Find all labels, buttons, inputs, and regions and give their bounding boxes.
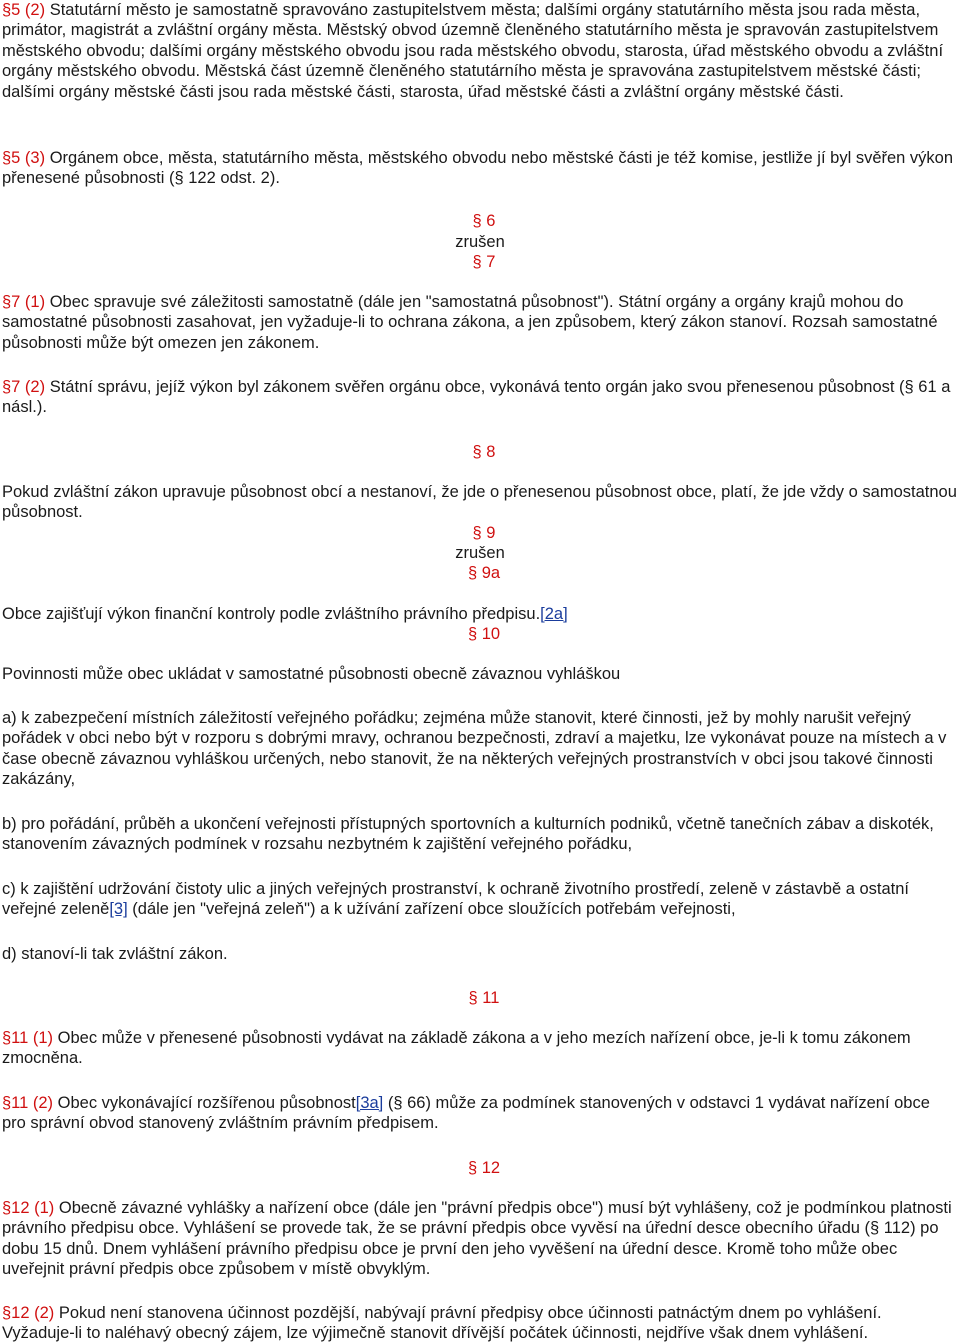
paragraph-10 [2,664,957,684]
section-ref[interactable]: §12 (1) [2,1199,55,1217]
paragraph-text: (§ 66) může za podmínek stanovených v odstavci 1 vydávat nařízení obce pro správní obvod stanovený zvláštním právním předpisem. [2,1094,930,1133]
list-item-a [2,708,957,790]
paragraph-12-1 [2,1198,957,1280]
paragraph-11-2 [2,1093,957,1134]
paragraph-5-3 [2,148,957,189]
section-ref[interactable]: §12 (2) [2,1304,55,1322]
section-ref[interactable]: § 12 [467,1159,501,1177]
section-status: zrušen [455,233,505,251]
list-item-d [2,944,957,964]
section-ref[interactable]: § 11 [468,989,500,1007]
section-ref[interactable]: §7 (1) [2,293,46,311]
paragraph-text: Obec vykonávající rozšířenou působnost [53,1094,356,1112]
section-ref[interactable]: § 6 [472,212,496,230]
section-ref[interactable]: §7 (2) [2,378,46,396]
paragraph-9a [2,604,957,624]
paragraph-11-1 [2,1028,957,1069]
section-heading-11 [0,988,960,1008]
section-heading-6 [0,211,960,231]
paragraph-8 [2,482,957,523]
paragraph-text: Obec spravuje své záležitosti samostatně (dále jen "samostatná působnost"). Státní orgány a orgány krajů mohou do samostatné působnosti zasahovat, jen vyžaduje-li to ochrana zákona, a jen způsobem, který zákon stanoví. Rozsah samostatné působnosti může být omezen jen zákonem. [2,293,938,352]
paragraph-text: a) k zabezpečení místních záležitostí veřejného pořádku; zejména může stanovit, které činnosti, jež by mohly narušit veřejný pořádek v obci nebo být v rozporu s dobrými mravy, ochranou bezpečnosti, zdraví a majetku, lze vykonávat pouze na místech a v čase obecně závaznou vyhláškou určených, nebo stanovit, že na některých veřejných prostranstvích v obci jsou takové činnosti zakázány, [2,709,947,789]
paragraph-7-2 [2,377,957,418]
section-ref[interactable]: § 7 [472,253,496,271]
paragraph-text: Obec může v přenesené působnosti vydávat na základě zákona a v jeho mezích nařízení obce, je-li k tomu zákonem zmocněna. [2,1029,911,1068]
section-ref[interactable]: §5 (2) [2,1,46,19]
section-ref[interactable]: §5 (3) [2,149,46,167]
list-item-b [2,814,957,855]
section-heading-10 [0,624,960,644]
footnote-link[interactable]: [3a] [355,1094,384,1112]
paragraph-text: Obecně závazné vyhlášky a nařízení obce (dále jen "právní předpis obce") musí být vyhlášeny, což je podmínkou platnosti právního předpisu obce. Vyhlášení se provede tak, že se právní předpis obce vyvěsí na úřední desce obecního úřadu (§ 112) po dobu 15 dnů. Dnem vyhlášení právního předpisu obce je první den jeho vyvěšení na úřední desce. Kromě toho může obec uveřejnit právní předpis obce způsobem v místě obvyklým. [2,1199,952,1279]
footnote-link[interactable]: [3] [109,900,128,919]
paragraph-text: Státní správu, jejíž výkon byl zákonem svěřen orgánu obce, vykonává tento orgán jako svou přenesenou působnost (§ 61 a násl.). [2,378,951,417]
paragraph-text: Pokud zvláštní zákon upravuje působnost obcí a nestanoví, že jde o přenesenou působnost obce, platí, že jde vždy o samostatnou působnost. [2,483,957,522]
section-status: zrušen [455,544,505,562]
paragraph-text: (dále jen "veřejná zeleň") a k užívání zařízení obce sloužících potřebám veřejnosti, [127,900,736,919]
section-ref[interactable]: § 8 [472,443,496,461]
section-ref[interactable]: § 9 [472,524,496,542]
paragraph-text: Statutární město je samostatně spravováno zastupitelstvem města; dalšími orgány statutárního města jsou rada města, primátor, magistrát a zvláštní orgány města. Městský obvod územně členěného statutárního města je spravován zastupitelstvem městského obvodu; dalšími orgány městského obvodu jsou rada městského obvodu, starosta, úřad městského obvodu a zvláštní orgány městského obvodu. Městská část územně členěného statutárního města je spravována zastupitelstvem městské části; dalšími orgány městské části jsou rada městské části, starosta, úřad městské části a zvláštní orgány městské části. [2,1,944,101]
paragraph-text: Povinnosti může obec ukládat v samostatné působnosti obecně závaznou vyhláškou [2,665,621,683]
paragraph-12-2 [2,1303,957,1344]
paragraph-text: Pokud není stanovena účinnost pozdější, nabývají právní předpisy obce účinnosti patnáctým dnem po vyhlášení. Vyžaduje-li to naléhavý obecný zájem, lze výjimečně stanovit dřívější počátek účinnosti, nejdříve však dnem vyhlášení. [2,1304,882,1343]
paragraph-text: d) stanoví-li tak zvláštní zákon. [2,945,228,963]
footnote-link[interactable]: [2a] [540,605,568,623]
paragraph-text: Obce zajišťují výkon finanční kontroly podle zvláštního právního předpisu. [2,605,541,623]
section-heading-8 [0,442,960,462]
paragraph-7-1 [2,292,957,353]
paragraph-text: b) pro pořádání, průběh a ukončení veřejnosti přístupných sportovních a kulturních podniků, včetně tanečních zábav a diskoték, stanovením závazných podmínek v rozsahu nezbytném k zajištění veřejného pořádku, [2,815,934,854]
section-heading-9 [0,523,960,543]
section-ref[interactable]: § 9a [467,564,501,582]
section-ref[interactable]: § 10 [467,625,501,643]
section-ref[interactable]: §11 (2) [2,1094,54,1112]
section-heading-12 [0,1158,960,1178]
paragraph-5-2 [2,0,957,102]
section-ref[interactable]: §11 (1) [2,1029,54,1047]
section-heading-7 [0,252,960,272]
paragraph-text: Orgánem obce, města, statutárního města, městského obvodu nebo městské části je též komise, jestliže jí byl svěřen výkon přenesené působnosti (§ 122 odst. 2). [2,149,954,188]
paragraph-text: c) k zajištění udržování čistoty ulic a jiných veřejných prostranství, k ochraně životního prostředí, zeleně v zástavbě a ostatní veřejné zeleně [2,880,910,919]
list-item-c [2,879,957,920]
section-heading-9a [0,563,960,583]
